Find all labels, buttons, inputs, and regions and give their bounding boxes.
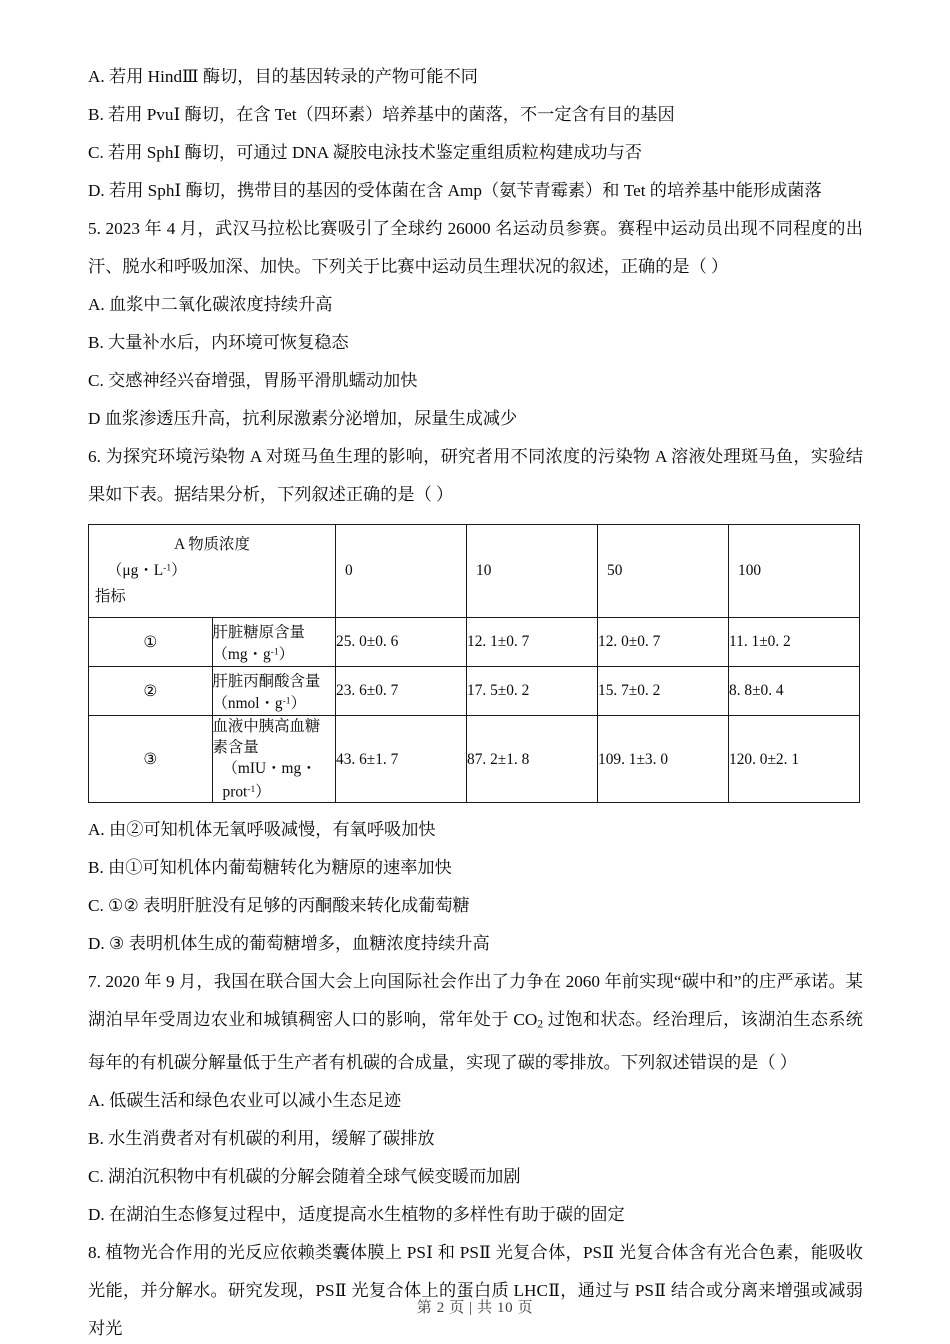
row-label-1-text: 肝脏糖原含量（mg・g	[212, 624, 305, 663]
row-3-value-10	[467, 716, 598, 803]
table-col-header-0: 0	[336, 525, 467, 618]
row-3-value-50	[598, 716, 729, 803]
row-label-1-sup: -1	[270, 646, 279, 658]
q5-option-a: A. 血浆中二氧化碳浓度持续升高	[88, 295, 333, 314]
table-header-title: A 物质浓度	[174, 536, 250, 553]
pollutant-a-results-table-wrapper	[88, 524, 860, 803]
row-label-3	[212, 716, 336, 803]
q6-stem: 6. 为探究环境污染物 A 对斑马鱼生理的影响，研究者用不同浓度的污染物 A 溶液处理斑马鱼，实验结果如下表。据结果分析，下列叙述正确的是（ ）	[88, 447, 863, 504]
row-label-2-sup: -1	[282, 695, 291, 707]
q7-option-c: C. 湖泊沉积物中有机碳的分解会随着全球气候变暖而加剧	[88, 1166, 521, 1186]
row-3-value-50-text: 109. 1±3. 0	[598, 750, 669, 768]
row-3-value-10-text: 87. 2±1. 8	[467, 750, 530, 768]
row-label-1-tail: ）	[278, 646, 295, 663]
q7-option-b: B. 水生消费者对有机碳的利用，缓解了碳排放	[88, 1128, 435, 1148]
q6-option-b: B. 由①可知机体内葡萄糖转化为糖原的速率加快	[88, 858, 452, 878]
row-2-value-10: 17. 5±0. 2	[467, 667, 598, 716]
table-col-header-50: 50	[598, 525, 729, 618]
page-footer: 第 2 页 | 共 10 页	[416, 1300, 534, 1316]
q5-option-c: C. 交感神经兴奋增强，胃肠平滑肌蠕动加快	[88, 371, 418, 390]
row-3-value-0	[336, 716, 467, 803]
row-label-1	[212, 618, 336, 667]
q5-option-d: D 血浆渗透压升高，抗利尿激素分泌增加，尿量生成减少	[88, 409, 518, 428]
row-marker-3: ③	[89, 716, 213, 803]
table-row	[89, 716, 860, 803]
row-label-3-line2-tail: ）	[255, 783, 271, 801]
row-3-value-100	[729, 716, 860, 803]
table-col-header-100: 100	[729, 525, 860, 618]
row-marker-1: ①	[89, 618, 213, 667]
row-2-value-100: 8. 8±0. 4	[729, 667, 860, 716]
table-header-corner-cell	[89, 525, 336, 618]
row-marker-2: ②	[89, 667, 213, 716]
row-1-value-10: 12. 1±0. 7	[467, 618, 598, 667]
row-3-value-100-text: 120. 0±2. 1	[729, 750, 800, 768]
table-header-unit-tail: ）	[171, 562, 187, 579]
row-2-value-50: 15. 7±0. 2	[598, 667, 729, 716]
q4-option-d: D. 若用 SphⅠ 酶切，携带目的基因的受体菌在含 Amp（氨苄青霉素）和 Tet 的培养基中能形成菌落	[88, 181, 822, 200]
row-1-value-0: 25. 0±0. 6	[336, 618, 467, 667]
question-5	[88, 210, 863, 438]
q4-option-c: C. 若用 SphⅠ 酶切，可通过 DNA 凝胶电泳技术鉴定重组质粒构建成功与否	[88, 143, 642, 162]
table-header-index-label: 指标	[95, 588, 126, 605]
question-7	[88, 963, 863, 1234]
pollutant-a-results-table	[88, 524, 860, 803]
row-label-3-line2-text: （mIU・mg・prot	[222, 760, 317, 801]
page-content	[88, 58, 863, 1344]
row-label-2-tail: ）	[290, 695, 306, 712]
q6-option-d: D. ③ 表明机体生成的葡萄糖增多，血糖浓度持续升高	[88, 934, 490, 954]
q7-option-a: A. 低碳生活和绿色农业可以减小生态足迹	[88, 1090, 402, 1110]
row-label-3-line2	[213, 758, 336, 802]
q8-stem: 8. 植物光合作用的光反应依赖类囊体膜上 PSⅠ 和 PSⅡ 光复合体，PSⅡ 光复合体含有光合色素，能吸收光能，并分解水。研究发现，PSⅡ 光复合体上的蛋白质 LHCⅡ，通过与 PSⅡ 结合或分离来增强或减弱对光	[88, 1242, 863, 1338]
row-label-2-text: 肝脏丙酮酸含量（nmol・g	[212, 673, 321, 712]
q6-option-c: C. ①② 表明肝脏没有足够的丙酮酸来转化成葡萄糖	[88, 896, 470, 916]
q7-option-d: D. 在湖泊生态修复过程中，适度提高水生植物的多样性有助于碳的固定	[88, 1204, 625, 1224]
row-label-2	[212, 667, 336, 716]
row-1-value-100: 11. 1±0. 2	[729, 618, 860, 667]
question4-options-group	[88, 58, 863, 210]
q7-stem-subscript: 2	[537, 1017, 544, 1031]
q7-stem	[88, 963, 863, 1082]
row-3-value-0-text: 43. 6±1. 7	[336, 750, 399, 768]
q4-option-a: A. 若用 HindⅢ 酶切，目的基因转录的产物可能不同	[88, 67, 478, 86]
row-label-3-line1: 血液中胰高血糖素含量	[212, 718, 321, 756]
table-col-header-10: 10	[467, 525, 598, 618]
table-header-unit-text: （μg・L	[107, 562, 164, 579]
row-1-value-50: 12. 0±0. 7	[598, 618, 729, 667]
table-row	[89, 618, 860, 667]
q6-option-a: A. 由②可知机体无氧呼吸减慢，有氧呼吸加快	[88, 820, 436, 840]
row-label-3-line2-sup: -1	[247, 784, 256, 795]
table-row	[89, 667, 860, 716]
q7-stem-part1: 7. 2020 年 9 月，我国在联合国大会上向国际社会作出了力争在 2060 年前实现“碳中和”的庄严承诺。某湖泊早年受周边农业和城镇稠密人口的影响，常年处于 CO	[88, 972, 863, 1030]
table-header-unit	[107, 558, 187, 580]
question-8	[88, 1234, 863, 1344]
row-2-value-0: 23. 6±0. 7	[336, 667, 467, 716]
q4-option-b: B. 若用 PvuⅠ 酶切，在含 Tet（四环素）培养基中的菌落，不一定含有目的基因	[88, 105, 675, 124]
q5-option-b: B. 大量补水后，内环境可恢复稳态	[88, 333, 349, 352]
q5-stem: 5. 2023 年 4 月，武汉马拉松比赛吸引了全球约 26000 名运动员参赛。赛程中运动员出现不同程度的出汗、脱水和呼吸加深、加快。下列关于比赛中运动员生理状况的叙述，正确的是（ ）	[88, 219, 863, 276]
table-header-row	[89, 525, 860, 618]
q7-stem-part2: 过饱和状态。经治理后，该湖泊生态系统每年的有机碳分解量低于生产者有机碳的合成量，实现了碳的零排放。下列叙述错误的是（ ）	[88, 1010, 863, 1072]
question-6	[88, 438, 863, 963]
table-header-unit-sup: -1	[163, 562, 172, 574]
